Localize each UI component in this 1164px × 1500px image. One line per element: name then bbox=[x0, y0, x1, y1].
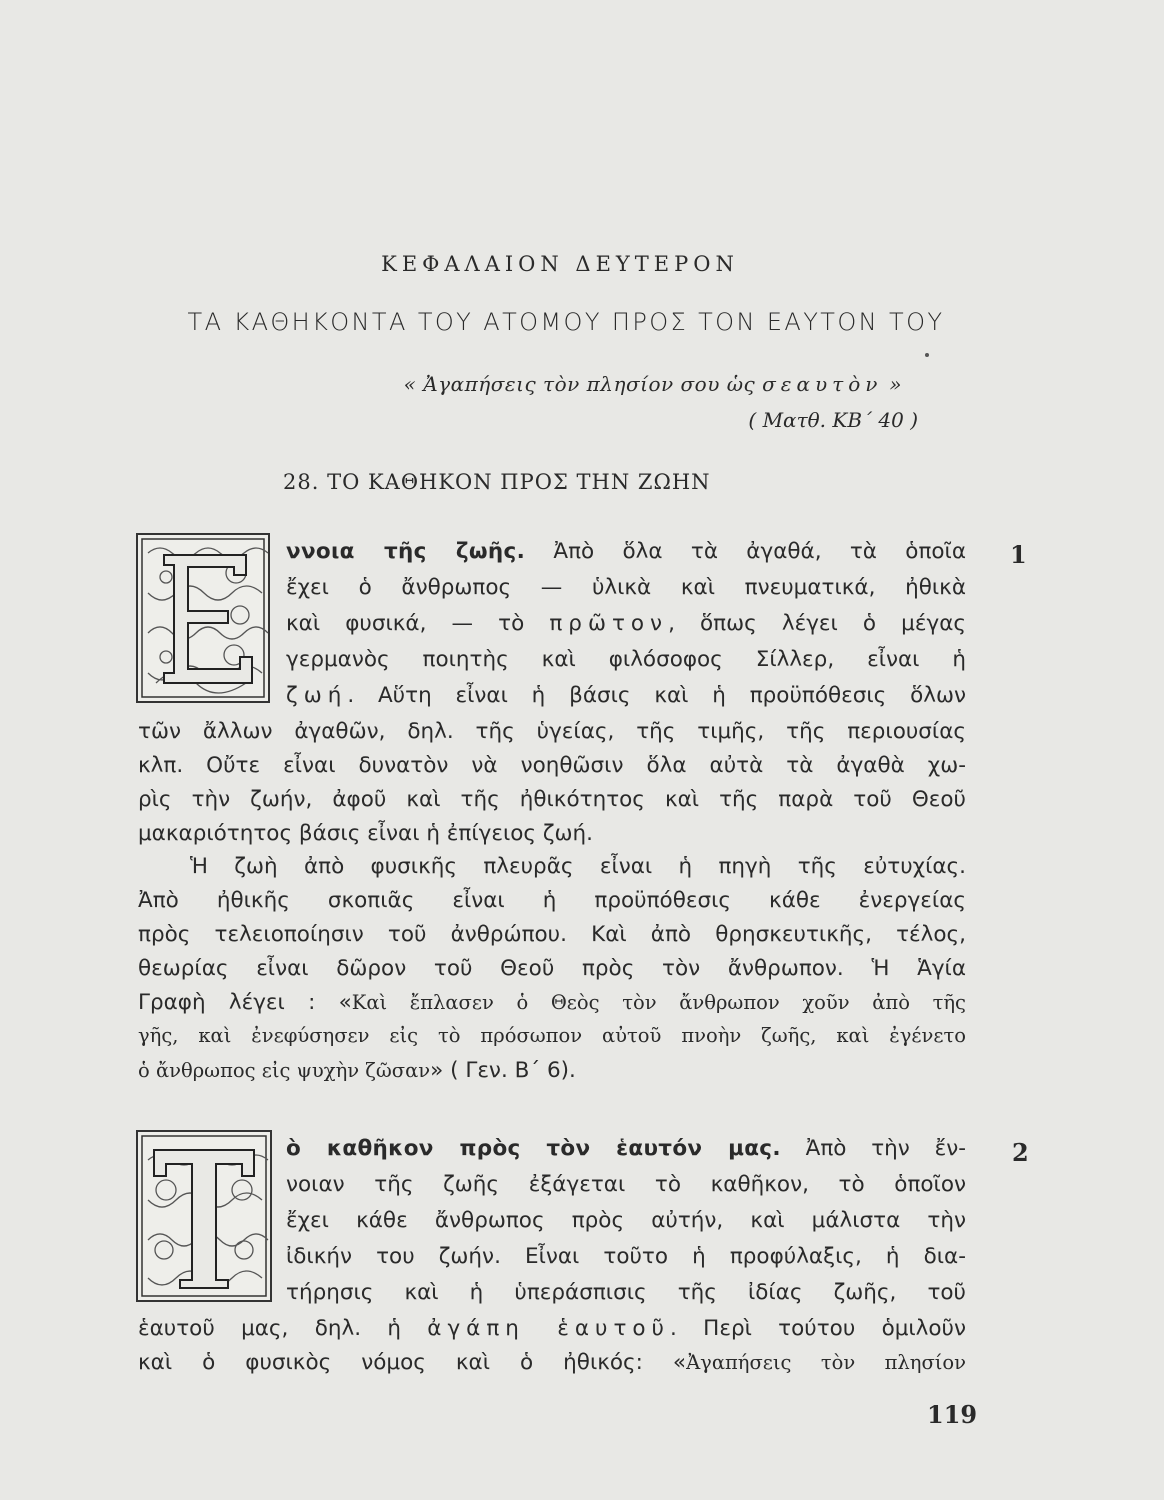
text-line: γῆς, καὶ ἐνεφύσησεν εἰς τὸ πρόσωπον αὐτοῦ πνοὴν ζωῆς, καὶ ἐγένετο bbox=[138, 1024, 966, 1047]
scripture-quote: Ἀγαπήσεις τὸν πλησίον bbox=[686, 1351, 966, 1374]
ornamental-initial-icon bbox=[136, 533, 270, 703]
paragraph-number-2: 2 bbox=[1012, 1138, 1029, 1167]
text-line bbox=[286, 541, 966, 577]
lead-phrase: ννοια τῆς ζωῆς. bbox=[286, 539, 526, 564]
drop-cap-tau bbox=[136, 1130, 272, 1302]
text-line bbox=[286, 1138, 966, 1174]
text-line: ἰδικήν του ζωήν. Εἶναι τοῦτο ἡ προφύλαξις, ἡ δια- bbox=[286, 1244, 966, 1269]
paragraph1-lines-indented bbox=[286, 541, 966, 721]
text-run: καὶ φυσικά, — τὸ bbox=[286, 611, 550, 636]
text-run: . Περὶ τούτου ὁμιλοῦν bbox=[670, 1316, 966, 1341]
scripture-quote: ὁ ἄνθρωπος εἰς ψυχὴν ζῶσαν bbox=[138, 1059, 431, 1082]
text-run: Γραφὴ λέγει : « bbox=[138, 990, 352, 1015]
text-run: καὶ ὁ φυσικὸς νόμος καὶ ὁ ἠθικός: « bbox=[138, 1350, 687, 1375]
text-line: κλπ. Οὔτε εἶναι δυνατὸν νὰ νοηθῶσιν ὅλα αὐτὰ τὰ ἀγαθὰ χω- bbox=[138, 753, 966, 778]
paragraph3-lines-full bbox=[138, 1318, 966, 1386]
text-line: γερμανὸς ποιητὴς καὶ φιλόσοφος Σίλλερ, εἶναι ἡ bbox=[286, 647, 966, 672]
epigraph-quote bbox=[404, 372, 902, 396]
text-line: τῶν ἄλλων ἀγαθῶν, δηλ. τῆς ὑγείας, τῆς τιμῆς, τῆς περιουσίας bbox=[138, 719, 966, 744]
paragraph3-lines-indented bbox=[286, 1138, 966, 1318]
text-run: Ἀπὸ τὴν ἔν- bbox=[780, 1136, 966, 1161]
text-line: Ἀπὸ ἠθικῆς σκοπιᾶς εἶναι ἡ προϋπόθεσις κάθε ἐνεργείας bbox=[138, 888, 966, 913]
text-run: ἑαυτοῦ μας, δηλ. ἡ bbox=[138, 1316, 428, 1341]
text-line bbox=[138, 1060, 966, 1094]
lead-phrase: ὸ καθῆκον πρὸς τὸν ἑαυτόν μας. bbox=[286, 1136, 781, 1161]
paragraph2 bbox=[138, 856, 966, 1094]
text-line bbox=[138, 1352, 966, 1386]
chapter-label: ΚΕΦΑΛΑΙΟΝ ΔΕΥΤΕΡΟΝ bbox=[381, 252, 739, 276]
epigraph-reference: ( Ματθ. ΚΒ΄ 40 ) bbox=[748, 408, 918, 432]
emphasis-text: ζωή bbox=[286, 683, 348, 708]
scripture-quote: Καὶ ἔπλασεν ὁ Θεὸς τὸν ἄνθρωπον χοῦν ἀπὸ τῆς bbox=[351, 991, 966, 1014]
chapter-title: ΤΑ ΚΑΘΗΚΟΝΤΑ ΤΟΥ ΑΤΟΜΟΥ ΠΡΟΣ ΤΟΝ ΕΑΥΤΟΝ ΤΟΥ bbox=[187, 308, 945, 336]
text-line: μακαριότητος βάσις εἶναι ἡ ἐπίγειος ζωή. bbox=[138, 821, 594, 846]
text-line: Ἡ ζωὴ ἀπὸ φυσικῆς πλευρᾶς εἶναι ἡ πηγὴ τῆς εὐτυχίας. bbox=[190, 854, 966, 879]
paragraph-number-1: 1 bbox=[1010, 540, 1027, 569]
epigraph-quote-end: » bbox=[882, 372, 902, 396]
text-line: ρὶς τὴν ζωήν, ἀφοῦ καὶ τῆς ἠθικότητος καὶ τῆς παρὰ τοῦ Θεοῦ bbox=[138, 787, 966, 812]
section-heading: 28. ΤΟ ΚΑΘΗΚΟΝ ΠΡΟΣ ΤΗΝ ΖΩΗΝ bbox=[283, 470, 711, 494]
ink-speck bbox=[925, 353, 929, 357]
epigraph-quote-emphasis: σεαυτὸν bbox=[762, 372, 883, 396]
ornamental-initial-icon bbox=[136, 1130, 272, 1302]
emphasis-text: πρῶτον bbox=[549, 611, 669, 636]
text-line: ἔχει ὁ ἄνθρωπος — ὑλικὰ καὶ πνευματικά, ἠθικὰ bbox=[286, 575, 966, 600]
epigraph-quote-start: « Ἀγαπήσεις τὸν πλησίον σου ὡς bbox=[403, 372, 763, 396]
text-run: » ( Γεν. Β΄ 6). bbox=[430, 1058, 576, 1083]
text-line: ἔχει κάθε ἄνθρωπος πρὸς αὐτήν, καὶ μάλιστα τὴν bbox=[286, 1208, 966, 1233]
text-line: θεωρίας εἶναι δῶρον τοῦ Θεοῦ πρὸς τὸν ἄνθρωπον. Ἡ Ἁγία bbox=[138, 956, 966, 981]
emphasis-text: ἀγάπη ἑαυτοῦ bbox=[427, 1316, 671, 1341]
text-line: πρὸς τελειοποίησιν τοῦ ἀνθρώπου. Καὶ ἀπὸ θρησκευτικῆς, τέλος, bbox=[138, 922, 966, 947]
text-line bbox=[286, 685, 966, 721]
page-number: 119 bbox=[927, 1400, 978, 1429]
text-run: . Αὕτη εἶναι ἡ βάσις καὶ ἡ προϋπόθεσις ὅλων bbox=[347, 683, 966, 708]
text-run: Ἀπὸ ὅλα τὰ ἀγαθά, τὰ ὁποῖα bbox=[525, 539, 966, 564]
text-line bbox=[286, 613, 966, 649]
text-line bbox=[138, 992, 966, 1026]
text-line bbox=[138, 1318, 966, 1352]
text-line: τήρησις καὶ ἡ ὑπεράσπισις τῆς ἰδίας ζωῆς, τοῦ bbox=[286, 1280, 966, 1305]
text-line: νοιαν τῆς ζωῆς ἐξάγεται τὸ καθῆκον, τὸ ὁποῖον bbox=[286, 1172, 966, 1197]
paragraph1-lines-full bbox=[138, 721, 966, 857]
text-run: , ὅπως λέγει ὁ μέγας bbox=[668, 611, 966, 636]
drop-cap-epsilon bbox=[136, 533, 270, 703]
